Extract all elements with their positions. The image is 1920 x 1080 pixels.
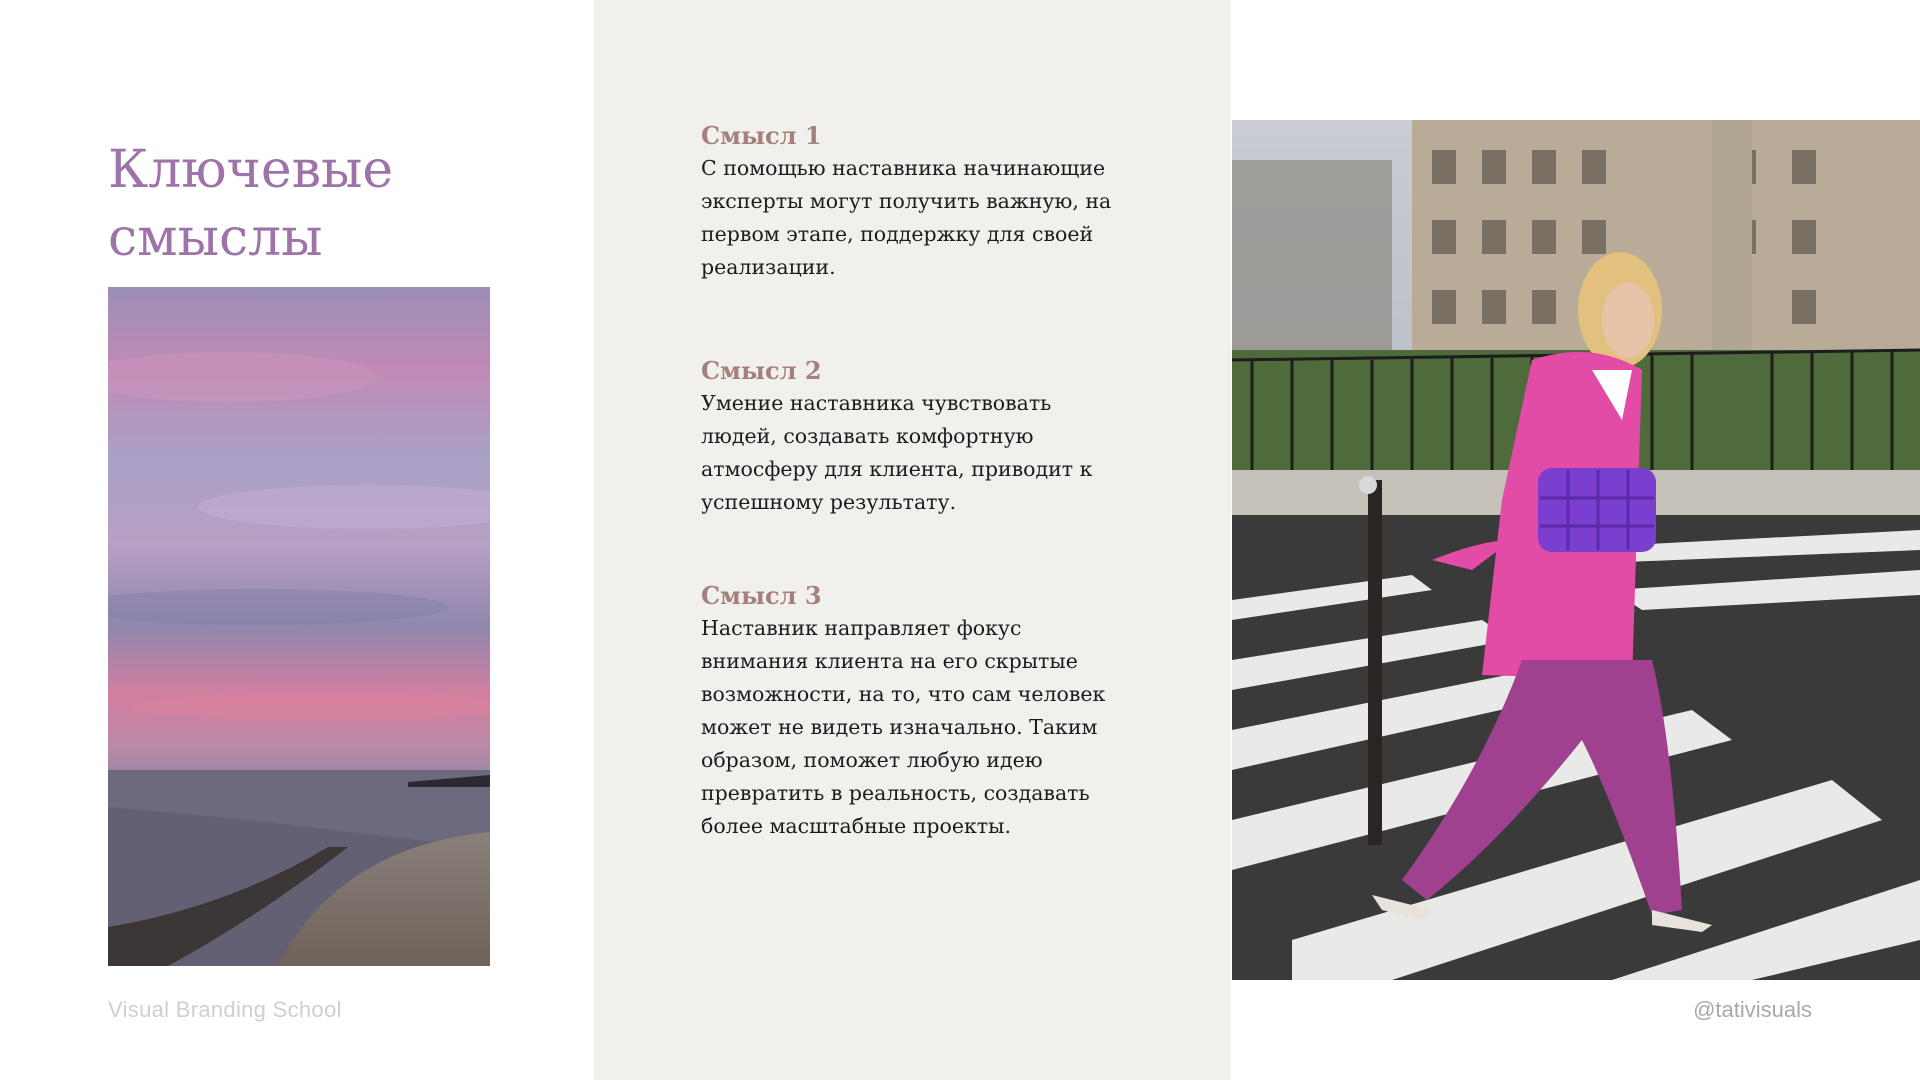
- meaning-heading: Смысл 2: [701, 356, 822, 385]
- meaning-text: Наставник направляет фокус внимания клиента на его скрытые возможности, на то, что сам человек может не видеть изначально. Таким образом, поможет любую идею превратить в реальность, создавать более масштабные проекты.: [701, 616, 1106, 838]
- footer-brand: Visual Branding School: [108, 997, 342, 1022]
- meaning-text: Умение наставника чувствовать людей, создавать комфортную атмосферу для клиента, приводит к успешному результату.: [701, 391, 1093, 514]
- meaning-heading: Смысл 1: [701, 121, 822, 150]
- footer-handle: @tativisuals: [1693, 997, 1812, 1022]
- meaning-block-3: [701, 580, 1121, 843]
- meaning-text: С помощью наставника начинающие эксперты могут получить важную, на первом этапе, поддержку для своей реализации.: [701, 156, 1112, 279]
- meaning-block-1: [701, 120, 1121, 284]
- meaning-block-2: [701, 355, 1121, 519]
- slide-title: Ключевые смыслы: [108, 140, 394, 268]
- meaning-heading: Смысл 3: [701, 581, 822, 610]
- sunset-beach-photo: [108, 287, 490, 966]
- street-fashion-photo: [1232, 120, 1920, 980]
